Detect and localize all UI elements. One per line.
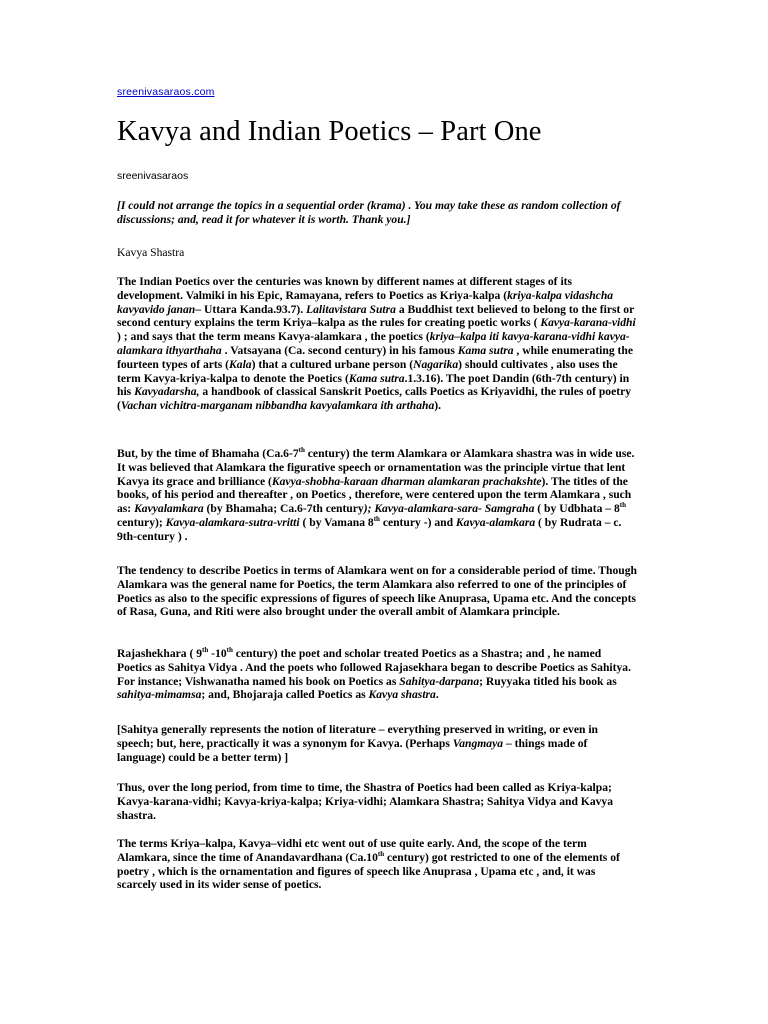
italic-text: Kavya shastra <box>368 688 436 702</box>
italic-text: Kavya-shobha-karaan dharman alamkaran prachakshte <box>271 474 542 488</box>
body-text: But, by the time of Bhamaha (Ca.6-7 <box>117 447 299 460</box>
italic-text: Vachan vichitra-marganam nibbandha kavyalamkara ith arthaha <box>120 399 435 413</box>
italic-text: Lalitavistara Sutra <box>306 302 396 316</box>
page-title: Kavya and Indian Poetics – Part One <box>117 116 542 147</box>
italic-text: Kavya-karana-vidhi <box>540 316 636 330</box>
paragraph-1 <box>117 275 637 413</box>
body-text: ; Ruyyaka titled his book as <box>479 674 617 688</box>
intro-note: [I could not arrange the topics in a sequential order (krama) . You may take these as random collection of discussions; and, read it for whatever it is worth. Thank you.] <box>117 199 621 226</box>
body-text: century) the poet and scholar treated Poetics as a Shastra; and , he named Poetics as Sahitya Vidya . And the poets who followed Rajasekhara began to describe Poetics as Sahitya. For instance; Vishwanatha named his book on Poetics as <box>117 647 632 688</box>
body-text: century); <box>117 515 166 529</box>
body-text: century -) and <box>379 515 456 529</box>
body-text: Thus, over the long period, from time to time, the Shastra of Poetics had been called as Kriya-kalpa; Kavya-karana-vidhi; Kavya-kriya-kalpa; Kriya-vidhi; Alamkara Shastra; Sahitya Vidya and Kavya shastra. <box>117 781 614 822</box>
body-text: – Uttara Kanda.93.7). <box>195 302 307 316</box>
body-text: , while enumerating the fourteen types of arts ( <box>117 343 634 371</box>
paragraph-6 <box>117 781 637 822</box>
body-text: ) should cultivates , also uses the term Kavya-kriya-kalpa to denote the Poetics ( <box>117 357 618 385</box>
body-text: a Buddhist text believed to belong to the first or second century explains the term Kriya–kalpa as the rules for creating poetic works ( <box>117 302 635 330</box>
italic-text: Kavya-alamkara-sutra-vritti <box>165 515 300 529</box>
italic-text: Kavyadarsha, <box>134 385 200 399</box>
italic-text: Vangmaya <box>452 736 504 750</box>
body-text: ). <box>434 399 442 413</box>
italic-text: Kala <box>229 357 252 371</box>
body-text: century) the term Alamkara or Alamkara shastra was in wide use. It was believed that Alamkara the figurative speech or ornamentation was the principle virtue that lent Kavya its grace and brilliance ( <box>117 447 635 488</box>
paragraph-7 <box>117 837 637 892</box>
italic-text: Kavyalamkara <box>134 502 204 516</box>
body-text: The tendency to describe Poetics in terms of Alamkara went on for a considerable period of time. Though Alamkara was the general name for Poetics, the term Alamkara also referred to one of the principles of Poetics as also to the specific expressions of figures of speech like Anuprasa, Upama etc. And the concepts of Rasa, Guna, and Riti were also brought under the overall ambit of Alamkara principle. <box>117 564 637 619</box>
body-text: Rajashekhara ( 9 <box>117 647 203 660</box>
body-text: ) ; and says that the term means Kavya-alamkara , the poetics ( <box>117 330 430 344</box>
body-text: . Vatsayana (Ca. second century) in his famous <box>221 343 458 357</box>
site-link[interactable]: sreenivasaraos.com <box>117 86 215 98</box>
italic-text: Nagarika <box>413 357 459 371</box>
body-text: -10 <box>208 647 227 660</box>
body-text: (by Bhamaha; Ca.6-7th century <box>203 502 364 516</box>
body-text: ( by Rudrata – c. 9th-century ) . <box>117 515 622 543</box>
superscript-text: th <box>298 446 305 455</box>
italic-text: Kama sutra <box>457 343 514 357</box>
body-text: – things made of language) could be a better term) ] <box>117 736 588 764</box>
superscript-text: th <box>373 515 380 524</box>
paragraph-3 <box>117 564 637 619</box>
superscript-text: th <box>202 646 209 655</box>
paragraph-4 <box>117 647 637 702</box>
italic-text: Kama sutra <box>348 371 405 385</box>
italic-text: Kavya-alamkara <box>455 515 536 529</box>
author-name: sreenivasaraos <box>117 170 189 182</box>
paragraph-5 <box>117 723 637 764</box>
superscript-text: th <box>619 501 626 510</box>
body-text: . <box>435 688 439 702</box>
body-text: ( by Vamana 8 <box>299 515 374 529</box>
italic-text: Sahitya-darpana <box>399 674 480 688</box>
body-text: The terms Kriya–kalpa, Kavya–vidhi etc went out of use quite early. And, the scope of the term Alamkara, since the time of Anandavardhana (Ca.10 <box>117 837 587 864</box>
paragraph-2 <box>117 447 637 544</box>
superscript-text: th <box>226 646 233 655</box>
body-text: .1.3.16). The poet Dandin (6th-7th century) in his <box>117 371 630 399</box>
body-text: a handbook of classical Sanskrit Poetics, calls Poetics as Kriyavidhi, the rules of poetry ( <box>117 385 632 413</box>
body-text: century) got restricted to one of the elements of poetry , which is the ornamentation and figures of speech like Anuprasa , Upama etc , and, it was scarcely used in its wider sense of poetics. <box>117 850 620 892</box>
superscript-text: th <box>377 849 385 858</box>
section-heading: Kavya Shastra <box>117 246 185 259</box>
body-text: [Sahitya generally represents the notion of literature – everything preserved in writing, or even in speech; but, here, practically it was a synonym for Kavya. (Perhaps <box>117 723 598 750</box>
italic-text: ); Kavya-alamkara-sara- Samgraha <box>363 502 535 516</box>
body-text: ) that a cultured urbane person ( <box>251 357 414 371</box>
italic-text: sahitya-mimamsa <box>117 688 202 702</box>
body-text: ; and, Bhojaraja called Poetics as <box>201 688 369 702</box>
italic-text: kriya–kalpa iti kavya-karana-vidhi kavya-alamkara ithyarthaha <box>117 330 630 357</box>
body-text: ). The titles of the books, of his period and thereafter , on Poetics , therefore, were centered upon the term Alamkara , such as: <box>117 474 632 516</box>
body-text: ( by Udbhata – 8 <box>534 502 620 516</box>
italic-text: kriya-kalpa vidashcha kavyavido janan <box>117 288 614 316</box>
body-text: The Indian Poetics over the centuries was known by different names at different stages of its development. Valmiki in his Epic, Ramayana, refers to Poetics as Kriya-kalpa ( <box>117 275 573 302</box>
